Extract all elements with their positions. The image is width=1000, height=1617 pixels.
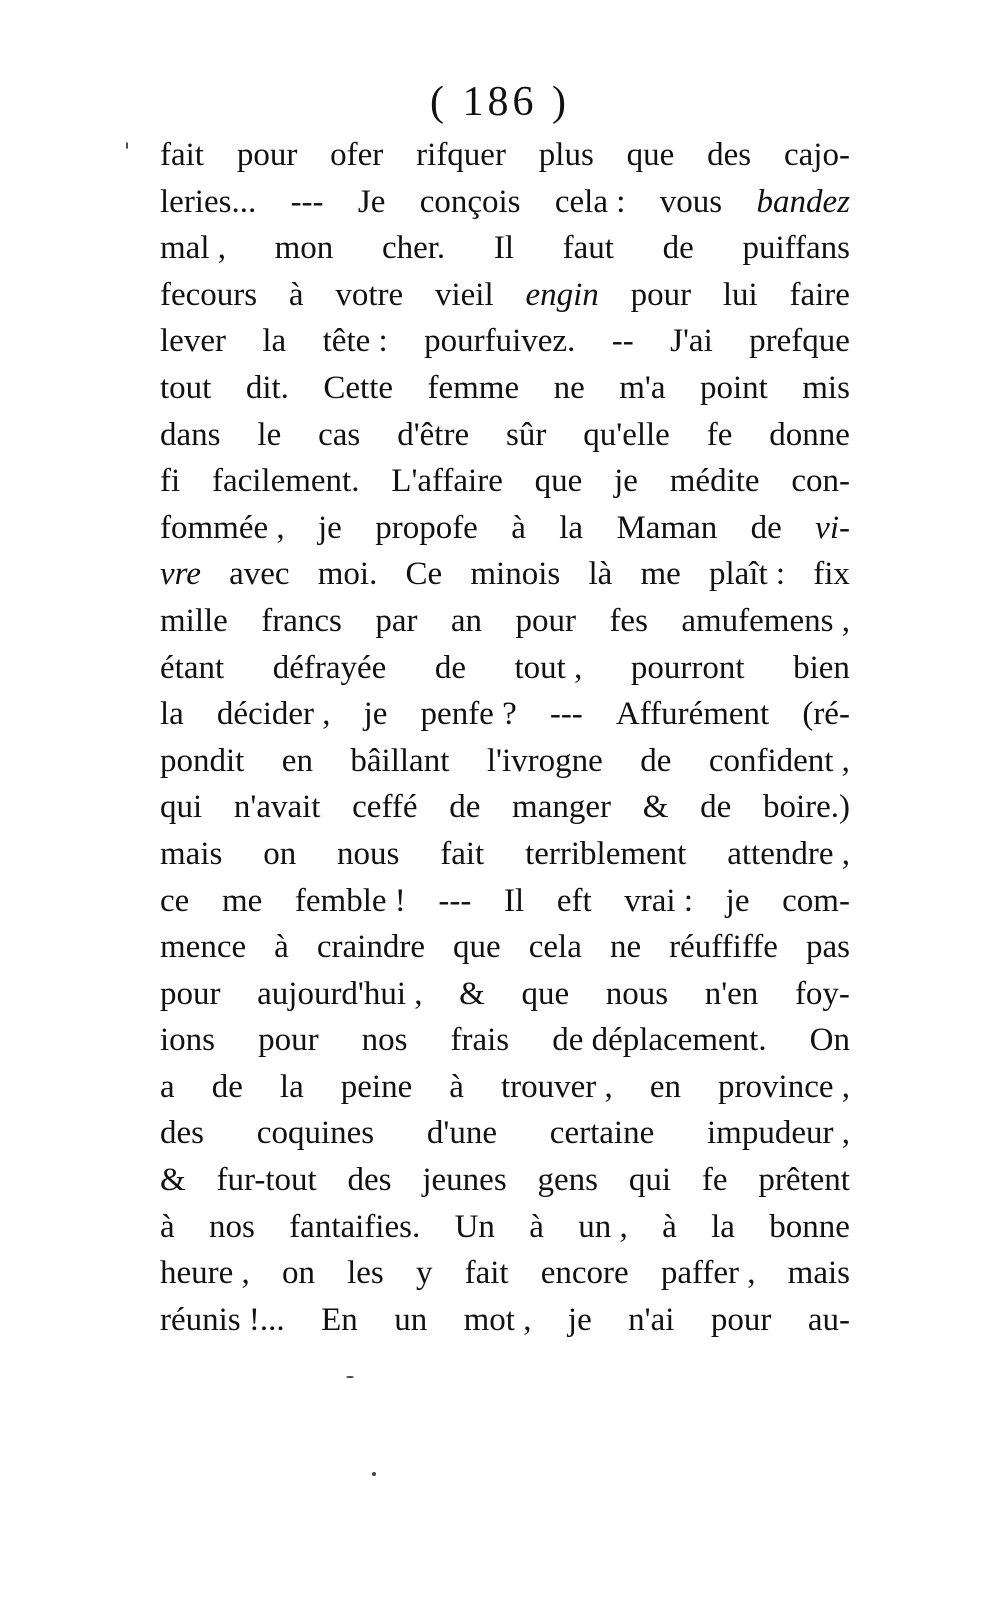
word: à (449, 1068, 464, 1105)
word: Affurément (615, 696, 770, 733)
word: de (700, 789, 732, 826)
word: mais (160, 835, 223, 872)
text-line (160, 505, 850, 552)
word: puiffans (742, 230, 850, 267)
word: donne (769, 416, 850, 453)
word: femme (427, 369, 520, 406)
word: de (662, 230, 694, 267)
text-line (160, 831, 850, 878)
word: faut (562, 230, 614, 267)
word: au- (807, 1301, 850, 1338)
text-line (160, 179, 850, 226)
word: terriblement (525, 835, 687, 872)
word: mis (802, 369, 850, 406)
text-line (160, 1297, 850, 1344)
text-line (160, 551, 850, 598)
word: je (318, 509, 342, 546)
word: qui (628, 1162, 672, 1199)
word: En (321, 1301, 358, 1338)
word: de (434, 649, 466, 686)
word: là (588, 556, 613, 593)
word: décider , (216, 696, 331, 733)
word: a (160, 1068, 175, 1105)
word: bandez (756, 183, 850, 220)
word: trouver , (501, 1068, 613, 1105)
word: frais (450, 1022, 510, 1059)
word: à (662, 1208, 677, 1245)
word: un , (578, 1208, 628, 1245)
word: fecours (160, 276, 258, 313)
word: J'ai (670, 323, 713, 360)
word: de (211, 1068, 243, 1105)
word: mence (160, 929, 247, 966)
word: propofe (375, 509, 478, 546)
word: on (281, 1255, 315, 1292)
word: minois (470, 556, 561, 593)
word: sûr (506, 416, 547, 453)
word: On (809, 1022, 850, 1059)
word: ceffé (352, 789, 418, 826)
word: conçois (419, 183, 521, 220)
word: de (449, 789, 481, 826)
word: les (347, 1255, 384, 1292)
word: -- (611, 323, 634, 360)
word: que (534, 463, 583, 500)
word: moi. (317, 556, 378, 593)
word: eft (556, 882, 592, 919)
word: ne (553, 369, 585, 406)
word: réunis !... (160, 1301, 285, 1338)
word: point (699, 369, 768, 406)
word: plaît : (708, 556, 786, 593)
word: que (626, 137, 675, 173)
text-line (160, 1157, 850, 1204)
word: réuffiffe (669, 929, 778, 966)
word: nous (605, 975, 669, 1012)
word: engin (525, 276, 599, 313)
word: à (288, 276, 304, 313)
word: fix (813, 556, 850, 593)
word: fait (160, 137, 204, 173)
word: bien (793, 649, 850, 686)
word: fes (609, 602, 648, 639)
word: impudeur , (707, 1115, 850, 1152)
word: mot , (463, 1301, 532, 1338)
word: fur-tout (216, 1162, 317, 1199)
word: fe (701, 1162, 728, 1199)
word: Un (454, 1208, 495, 1245)
word: nos (361, 1022, 408, 1059)
word: ions (160, 1022, 216, 1059)
word: de déplacement. (552, 1022, 767, 1059)
word: à (511, 509, 526, 546)
word: Ce (405, 556, 443, 593)
word: pour (258, 1022, 319, 1059)
word: je (567, 1301, 592, 1338)
word: foy- (794, 975, 850, 1012)
word: pourront (630, 649, 745, 686)
word: à (160, 1208, 175, 1245)
word: je (363, 696, 388, 733)
word: fommée , (160, 509, 285, 546)
word: pondit (160, 742, 245, 779)
word: fantaifies. (289, 1208, 421, 1245)
word: L'affaire (391, 463, 503, 500)
word: par (375, 602, 418, 639)
word: à (529, 1208, 544, 1245)
word: Cette (323, 369, 394, 406)
word: (ré- (802, 696, 850, 733)
word: fi (160, 463, 181, 500)
word: le (257, 416, 282, 453)
word: pour (160, 975, 221, 1012)
word: pourfuivez. (424, 323, 576, 360)
word: n'avait (233, 789, 321, 826)
word: dit. (245, 369, 289, 406)
word: mais (787, 1255, 850, 1292)
word: fait (464, 1255, 509, 1292)
word: je (614, 463, 638, 500)
ink-speck (346, 1376, 354, 1378)
word: peine (340, 1068, 413, 1105)
word: confident , (708, 742, 850, 779)
word: des (347, 1162, 392, 1199)
word: mon (274, 230, 334, 267)
word: fe (706, 416, 733, 453)
word: lever (160, 323, 226, 360)
text-line (160, 132, 850, 179)
word: penfe ? (420, 696, 517, 733)
word: médite (669, 463, 760, 500)
word: en (649, 1068, 681, 1105)
word: Il (504, 882, 525, 919)
word: nous (337, 835, 400, 872)
word: mal , (160, 230, 226, 267)
word: y (415, 1255, 433, 1292)
page-number: ( 186 ) (430, 79, 570, 125)
word: vre (160, 556, 201, 593)
word: & (459, 975, 485, 1012)
word: cher. (381, 230, 446, 267)
text-line (160, 924, 850, 971)
word: francs (261, 602, 342, 639)
word: cela : (554, 183, 626, 220)
word: qui (160, 789, 203, 826)
word: pas (805, 929, 850, 966)
word: --- (290, 183, 324, 220)
word: con- (791, 463, 850, 500)
word: me (221, 882, 263, 919)
word: jeunes (422, 1162, 507, 1199)
word: la (559, 509, 584, 546)
text-line (160, 784, 850, 831)
word: manger (512, 789, 611, 826)
word: paffer , (660, 1255, 756, 1292)
word: n'ai (628, 1301, 675, 1338)
word: pour (515, 602, 576, 639)
word: je (725, 882, 750, 919)
word: gens (537, 1162, 599, 1199)
word: des (707, 137, 752, 173)
word: tête : (322, 323, 388, 360)
word: Je (357, 183, 386, 220)
word: heure , (160, 1255, 250, 1292)
word: encore (540, 1255, 629, 1292)
word: vous (659, 183, 723, 220)
word: cajo- (784, 137, 850, 173)
word: tout (160, 369, 212, 406)
word: fait (440, 835, 485, 872)
word: vi- (815, 509, 850, 546)
word: amufemens , (681, 602, 850, 639)
text-line (160, 1250, 850, 1297)
word: prêtent (758, 1162, 850, 1199)
text-line (160, 878, 850, 925)
word: vrai : (624, 882, 694, 919)
word: coquines (256, 1115, 375, 1152)
word: plus (538, 137, 594, 173)
word: étant (160, 649, 225, 686)
body-text (160, 132, 850, 1343)
word: la (160, 696, 184, 733)
text-line (160, 272, 850, 319)
word: craindre (316, 929, 425, 966)
text-line (160, 971, 850, 1018)
word: m'a (619, 369, 666, 406)
text-line (160, 1017, 850, 1064)
word: dans (160, 416, 221, 453)
text-line (160, 412, 850, 459)
word: d'être (397, 416, 470, 453)
word: boire.) (762, 789, 850, 826)
word: de (640, 742, 672, 779)
word: & (160, 1162, 186, 1199)
word: mille (160, 602, 228, 639)
word: femble ! (294, 882, 406, 919)
word: vieil (434, 276, 494, 313)
word: tout , (514, 649, 583, 686)
text-line (160, 645, 850, 692)
word: --- (438, 882, 472, 919)
text-line (160, 1204, 850, 1251)
word: l'ivrogne (486, 742, 603, 779)
word: d'une (426, 1115, 497, 1152)
word: n'en (704, 975, 759, 1012)
word: on (263, 835, 297, 872)
word: la (262, 323, 287, 360)
word: me (640, 556, 681, 593)
word: la (279, 1068, 304, 1105)
text-line (160, 1110, 850, 1157)
word: certaine (549, 1115, 655, 1152)
word: faire (789, 276, 850, 313)
word: que (453, 929, 501, 966)
word: leries... (160, 183, 257, 220)
word: --- (549, 696, 583, 733)
word: facilement. (211, 463, 360, 500)
ink-speck (372, 1472, 376, 1476)
word: lui (722, 276, 758, 313)
word: qu'elle (583, 416, 670, 453)
word: bâillant (350, 742, 450, 779)
word: ce (160, 882, 190, 919)
word: attendre , (727, 835, 850, 872)
word: Il (493, 230, 515, 267)
word: ne (609, 929, 642, 966)
word: que (521, 975, 570, 1012)
word: com- (782, 882, 850, 919)
word: de (750, 509, 782, 546)
text-line (160, 225, 850, 272)
word: pour (630, 276, 692, 313)
word: en (281, 742, 313, 779)
word: cela (528, 929, 582, 966)
word: pour (236, 137, 298, 173)
text-line (160, 318, 850, 365)
word: avec (229, 556, 290, 593)
word: à (274, 929, 289, 966)
word: & (642, 789, 669, 826)
text-line (160, 458, 850, 505)
text-line (160, 738, 850, 785)
word: prefque (749, 323, 850, 360)
word: province , (718, 1068, 850, 1105)
word: Maman (616, 509, 718, 546)
word: cas (318, 416, 361, 453)
word: bonne (769, 1208, 850, 1245)
word: votre (335, 276, 404, 313)
text-line (160, 598, 850, 645)
word: aujourd'hui , (257, 975, 423, 1012)
text-line (160, 365, 850, 412)
word: rifquer (416, 137, 506, 173)
word: an (450, 602, 483, 639)
text-line (160, 691, 850, 738)
word: défrayée (272, 649, 387, 686)
word: nos (209, 1208, 255, 1245)
word: des (160, 1115, 204, 1152)
word: pour (710, 1301, 772, 1338)
word: la (711, 1208, 735, 1245)
word: ofer (330, 137, 384, 173)
word: un (394, 1301, 428, 1338)
text-line (160, 1064, 850, 1111)
margin-mark: ' (124, 140, 131, 165)
